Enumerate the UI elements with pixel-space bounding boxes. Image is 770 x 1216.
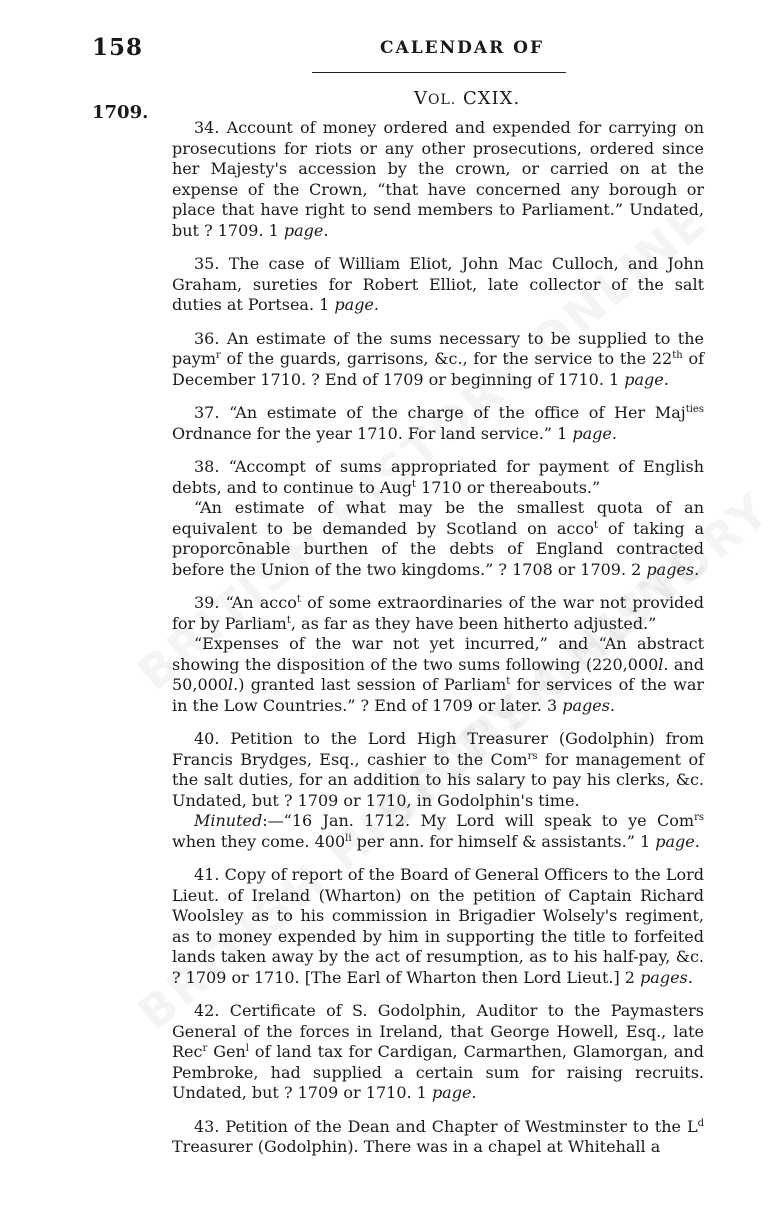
page-count: pages.	[646, 559, 700, 579]
superscript: t	[506, 676, 511, 687]
entry-body: 41. Copy of report of the Board of General Officers to the Lord Lieut. of Ireland (Wharton) on the petition of Captain Richard Woolsley as to his commission in Brigadier Wolsely's regiment, as to money expended by him in supporting the title to forfeited lands taken away by the act of resumption, as to his half-pay, &c. ? 1709 or 1710. [The Earl of Wharton then Lord Lieut.] 2	[172, 865, 704, 987]
superscript: t	[286, 614, 291, 626]
superscript: th	[672, 350, 683, 361]
header-rule	[312, 72, 566, 73]
page-count: pages.	[640, 967, 693, 987]
entry-body: Ordnance for the year 1710. For land service.” 1	[172, 423, 573, 443]
entry-38	[172, 457, 704, 580]
entry-body: “An estimate of what may be the smallest quota of an equivalent to be demanded by Scotland on acco	[172, 498, 704, 538]
entry-body: ) granted last session of Parliam	[238, 675, 507, 694]
entry-body: for management of the salt duties, for an addition to his salary to pay his clerks, &c. Undated, but ? 1709 or 1710, in Godolphin's time.	[172, 749, 705, 810]
page-count: page.	[572, 423, 617, 443]
entry-body: of December 1710. ? End of 1709 or beginning of 1710. 1	[172, 349, 705, 389]
entry-body: of the guards, garrisons, &c., for the service to the 22	[220, 349, 673, 368]
entry-body: 36. An estimate of the sums necessary to be supplied to the paym	[172, 328, 704, 368]
entry-body: for services of the war in the Low Countries.” ? End of 1709 or later. 3	[172, 675, 705, 715]
superscript: li	[345, 832, 352, 844]
entry-40	[172, 729, 704, 852]
page-count: page.	[624, 369, 669, 389]
entry-body: 37. “An estimate of the charge of the office of Her Maj	[194, 403, 686, 422]
superscript: ties	[685, 404, 704, 415]
page-count: page.	[283, 220, 329, 240]
entries-list	[172, 118, 704, 1171]
entry-body: when they come. 400	[172, 831, 346, 851]
volume-prefix-small: OL.	[428, 92, 457, 108]
entry-39	[172, 593, 704, 716]
year-margin: 1709.	[92, 102, 149, 123]
entry-text	[172, 329, 704, 391]
superscript: t	[296, 594, 301, 605]
entry-body: 40. Petition to the Lord High Treasurer (Godolphin) from Francis Brydges, Esq., cashier to the Com	[172, 729, 704, 769]
entry-body: and 50,000	[172, 654, 704, 694]
entry-body: , as far as they have been hitherto adjusted.”	[290, 613, 657, 633]
page-count: page.	[431, 1083, 477, 1102]
superscript: l	[245, 1043, 249, 1054]
entry-body: of taking a proporcōnable burthen of the debts of England contracted before the Union of the two kingdoms.” ? 1708 or 1709. 2	[172, 518, 704, 579]
entry-text	[172, 865, 704, 988]
entry-body: 35. The case of William Eliot, John Mac Culloch, and John Graham, sureties for Robert Elliot, late collector of the salt duties at Portsea. 1	[172, 254, 704, 314]
running-head: CALENDAR OF	[380, 38, 545, 58]
superscript: rs	[527, 750, 538, 762]
page-number: 158	[92, 34, 144, 61]
entry-body: 42. Certificate of S. Godolphin, Auditor to the Paymasters General of the forces in Ireland, that George Howell, Esq., late Rec	[172, 1001, 704, 1061]
entry-34	[172, 118, 704, 241]
volume-number: CXIX.	[462, 88, 521, 109]
entry-body: :—“16 Jan. 1712. My Lord will speak to ye Com	[262, 811, 695, 830]
entry-41	[172, 865, 704, 988]
entry-text	[172, 457, 704, 498]
entry-body: 1710 or thereabouts.”	[415, 477, 601, 497]
pound-sign: l.	[658, 654, 669, 674]
entry-text	[172, 593, 704, 634]
superscript: r	[202, 1043, 208, 1054]
page-count: page.	[334, 295, 379, 314]
superscript: r	[216, 350, 221, 361]
superscript: t	[593, 519, 598, 531]
superscript: t	[411, 478, 416, 490]
entry-42	[172, 1001, 704, 1104]
entry-36	[172, 329, 704, 391]
entry-body: 39. “An acco	[194, 593, 297, 612]
superscript: rs	[694, 812, 704, 823]
entry-body: “Expenses of the war not yet incurred,” and “An abstract showing the disposition of the two sums following (220,000	[172, 634, 704, 674]
entry-body: Gen	[207, 1042, 246, 1061]
page-count: pages.	[562, 695, 616, 715]
entry-text	[172, 1117, 704, 1158]
entry-text	[172, 1001, 704, 1104]
entry-text	[172, 729, 704, 811]
entry-body: 38. “Accompt of sums appropriated for payment of English debts, and to continue to Aug	[172, 457, 704, 497]
entry-text	[172, 811, 704, 852]
entry-body: Treasurer (Godolphin). There was in a chapel at Whitehall a	[172, 1137, 661, 1156]
entry-body: 34. Account of money ordered and expended for carrying on prosecutions for riots or any other prosecutions, ordered since her Majesty's accession by the crown, or carried on at the expense of the Crown, “that have concerned any borough or place that have right to send members to Parliament.” Undated, but ? 1709. 1	[172, 118, 704, 240]
volume-heading	[414, 88, 520, 109]
entry-body: per ann. for himself & assistants.” 1	[351, 831, 656, 851]
entry-text	[172, 634, 704, 716]
entry-body: of land tax for Cardigan, Carmarthen, Glamorgan, and Pembroke, had supplied a certain sum for raising recruits. Undated, but ? 1709 or 1710. 1	[172, 1042, 705, 1102]
minuted-label: Minuted	[194, 811, 263, 830]
superscript: d	[697, 1117, 704, 1129]
entry-body: of some extraordinaries of the war not provided for by Parliam	[172, 593, 705, 633]
page-count: page.	[655, 831, 700, 851]
entry-37	[172, 403, 704, 444]
entry-text	[172, 498, 704, 580]
entry-43	[172, 1117, 704, 1158]
entry-text	[172, 254, 704, 316]
volume-prefix: V	[414, 88, 428, 109]
entry-body: 43. Petition of the Dean and Chapter of Westminster to the L	[194, 1116, 698, 1136]
entry-35	[172, 254, 704, 316]
entry-text	[172, 403, 704, 444]
pound-sign: l.	[227, 675, 239, 694]
entry-text	[172, 118, 704, 241]
